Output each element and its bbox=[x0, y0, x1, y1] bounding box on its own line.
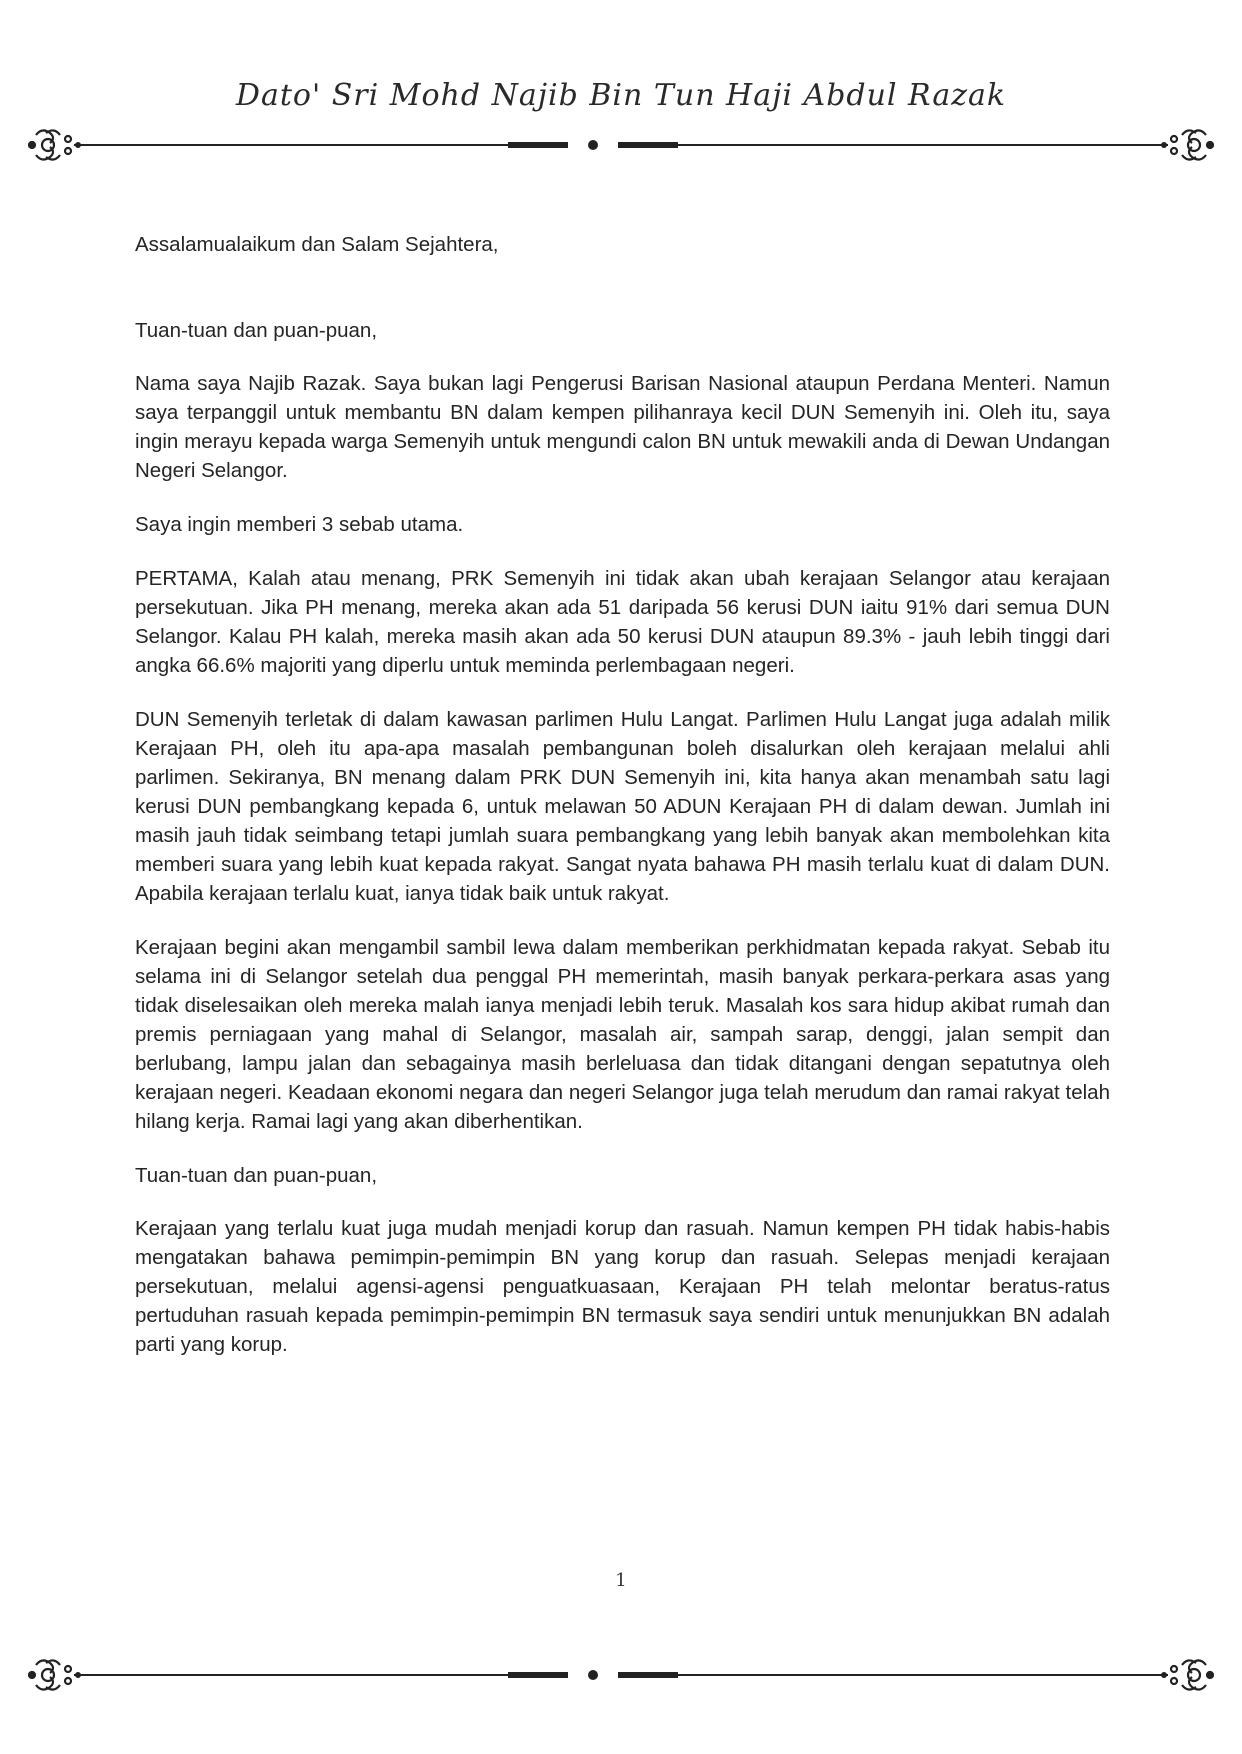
salutation-address: Tuan-tuan dan puan-puan, bbox=[135, 319, 378, 342]
flourish-right-icon bbox=[1171, 130, 1213, 159]
paragraph-dun-semenyih: DUN Semenyih terletak di dalam kawasan parlimen Hulu Langat. Parlimen Hulu Langat juga adalah milik Kerajaan PH, oleh itu apa-apa masalah pembangunan boleh disalurkan oleh kerajaan melalui ahli parlimen. Sekiranya, BN menang dalam PRK DUN Semenyih ini, kita hanya akan menambah satu lagi kerusi DUN pembangkang kepada 6, untuk melawan 50 ADUN Kerajaan PH di dalam dewan. Jumlah ini masih jauh tidak seimbang tetapi jumlah suara pembangkang yang lebih banyak akan membolehkan kita memberi suara yang lebih kuat kepada rakyat. Sangat nyata bahawa PH masih terlalu kuat di dalam DUN. Apabila kerajaan terlalu kuat, ianya tidak baik untuk rakyat. bbox=[135, 708, 1110, 905]
paragraph-government-service: Kerajaan begini akan mengambil sambil lewa dalam memberikan perkhidmatan kepada rakyat. Sebab itu selama ini di Selangor setelah dua penggal PH memerintah, masih banyak perkara-perkara asas yang tidak diselesaikan oleh mereka malah ianya menjadi lebih teruk. Masalah kos sara hidup akibat rumah dan premis perniagaan yang mahal di Selangor, masalah air, sampah sarap, denggi, jalan sempit dan berlubang, lampu jalan dan sebagainya masih berleluasa dan tidak ditangani dengan sepatutnya oleh kerajaan negeri. Keadaan ekonomi negara dan negeri Selangor juga telah merudum dan ramai rakyat telah hilang kerja. Ramai lagi yang akan diberhentikan. bbox=[135, 936, 1110, 1133]
letter-body bbox=[135, 230, 1110, 1384]
salutation-greeting: Assalamualaikum dan Salam Sejahtera, bbox=[135, 233, 499, 256]
flourish-right-icon bbox=[1171, 1660, 1213, 1689]
letterhead-name: Dato' Sri Mohd Najib Bin Tun Haji Abdul Razak bbox=[235, 78, 1007, 113]
center-dot-icon bbox=[588, 1670, 598, 1680]
paragraph-corruption: Kerajaan yang terlalu kuat juga mudah menjadi korup dan rasuah. Namun kempen PH tidak habis-habis mengatakan bahawa pemimpin-pemimpin BN yang korup dan rasuah. Selepas menjadi kerajaan persekutuan, melalui agensi-agensi penguatkuasaan, Kerajaan PH telah melontar beratus-ratus pertuduhan rasuah kepada pemimpin-pemimpin BN termasuk saya sendiri untuk menunjukkan BN adalah parti yang korup. bbox=[135, 1217, 1110, 1356]
salutation-address-repeat: Tuan-tuan dan puan-puan, bbox=[135, 1164, 378, 1187]
flourish-left-icon bbox=[29, 130, 71, 159]
paragraph-first-reason: PERTAMA, Kalah atau menang, PRK Semenyih ini tidak akan ubah kerajaan Selangor atau kerajaan persekutuan. Jika PH menang, mereka akan ada 51 daripada 56 kerusi DUN iaitu 91% dari semua DUN Selangor. Kalau PH kalah, mereka masih akan ada 50 kerusi DUN ataupun 89.3% - jauh lebih tinggi dari angka 66.6% majoriti yang diperlu untuk meminda perlembagaan negeri. bbox=[135, 567, 1110, 677]
center-dot-icon bbox=[588, 140, 598, 150]
ornamental-rule-bottom bbox=[28, 1655, 1214, 1695]
ornamental-rule-top bbox=[28, 125, 1214, 165]
paragraph-reasons-intro: Saya ingin memberi 3 sebab utama. bbox=[135, 513, 464, 536]
page-number: 1 bbox=[615, 1570, 627, 1591]
paragraph-introduction: Nama saya Najib Razak. Saya bukan lagi Pengerusi Barisan Nasional ataupun Perdana Menteri. Namun saya terpanggil untuk membantu BN dalam kempen pilihanraya kecil DUN Semenyih ini. Oleh itu, saya ingin merayu kepada warga Semenyih untuk mengundi calon BN untuk mewakili anda di Dewan Undangan Negeri Selangor. bbox=[135, 372, 1110, 482]
flourish-left-icon bbox=[29, 1660, 71, 1689]
